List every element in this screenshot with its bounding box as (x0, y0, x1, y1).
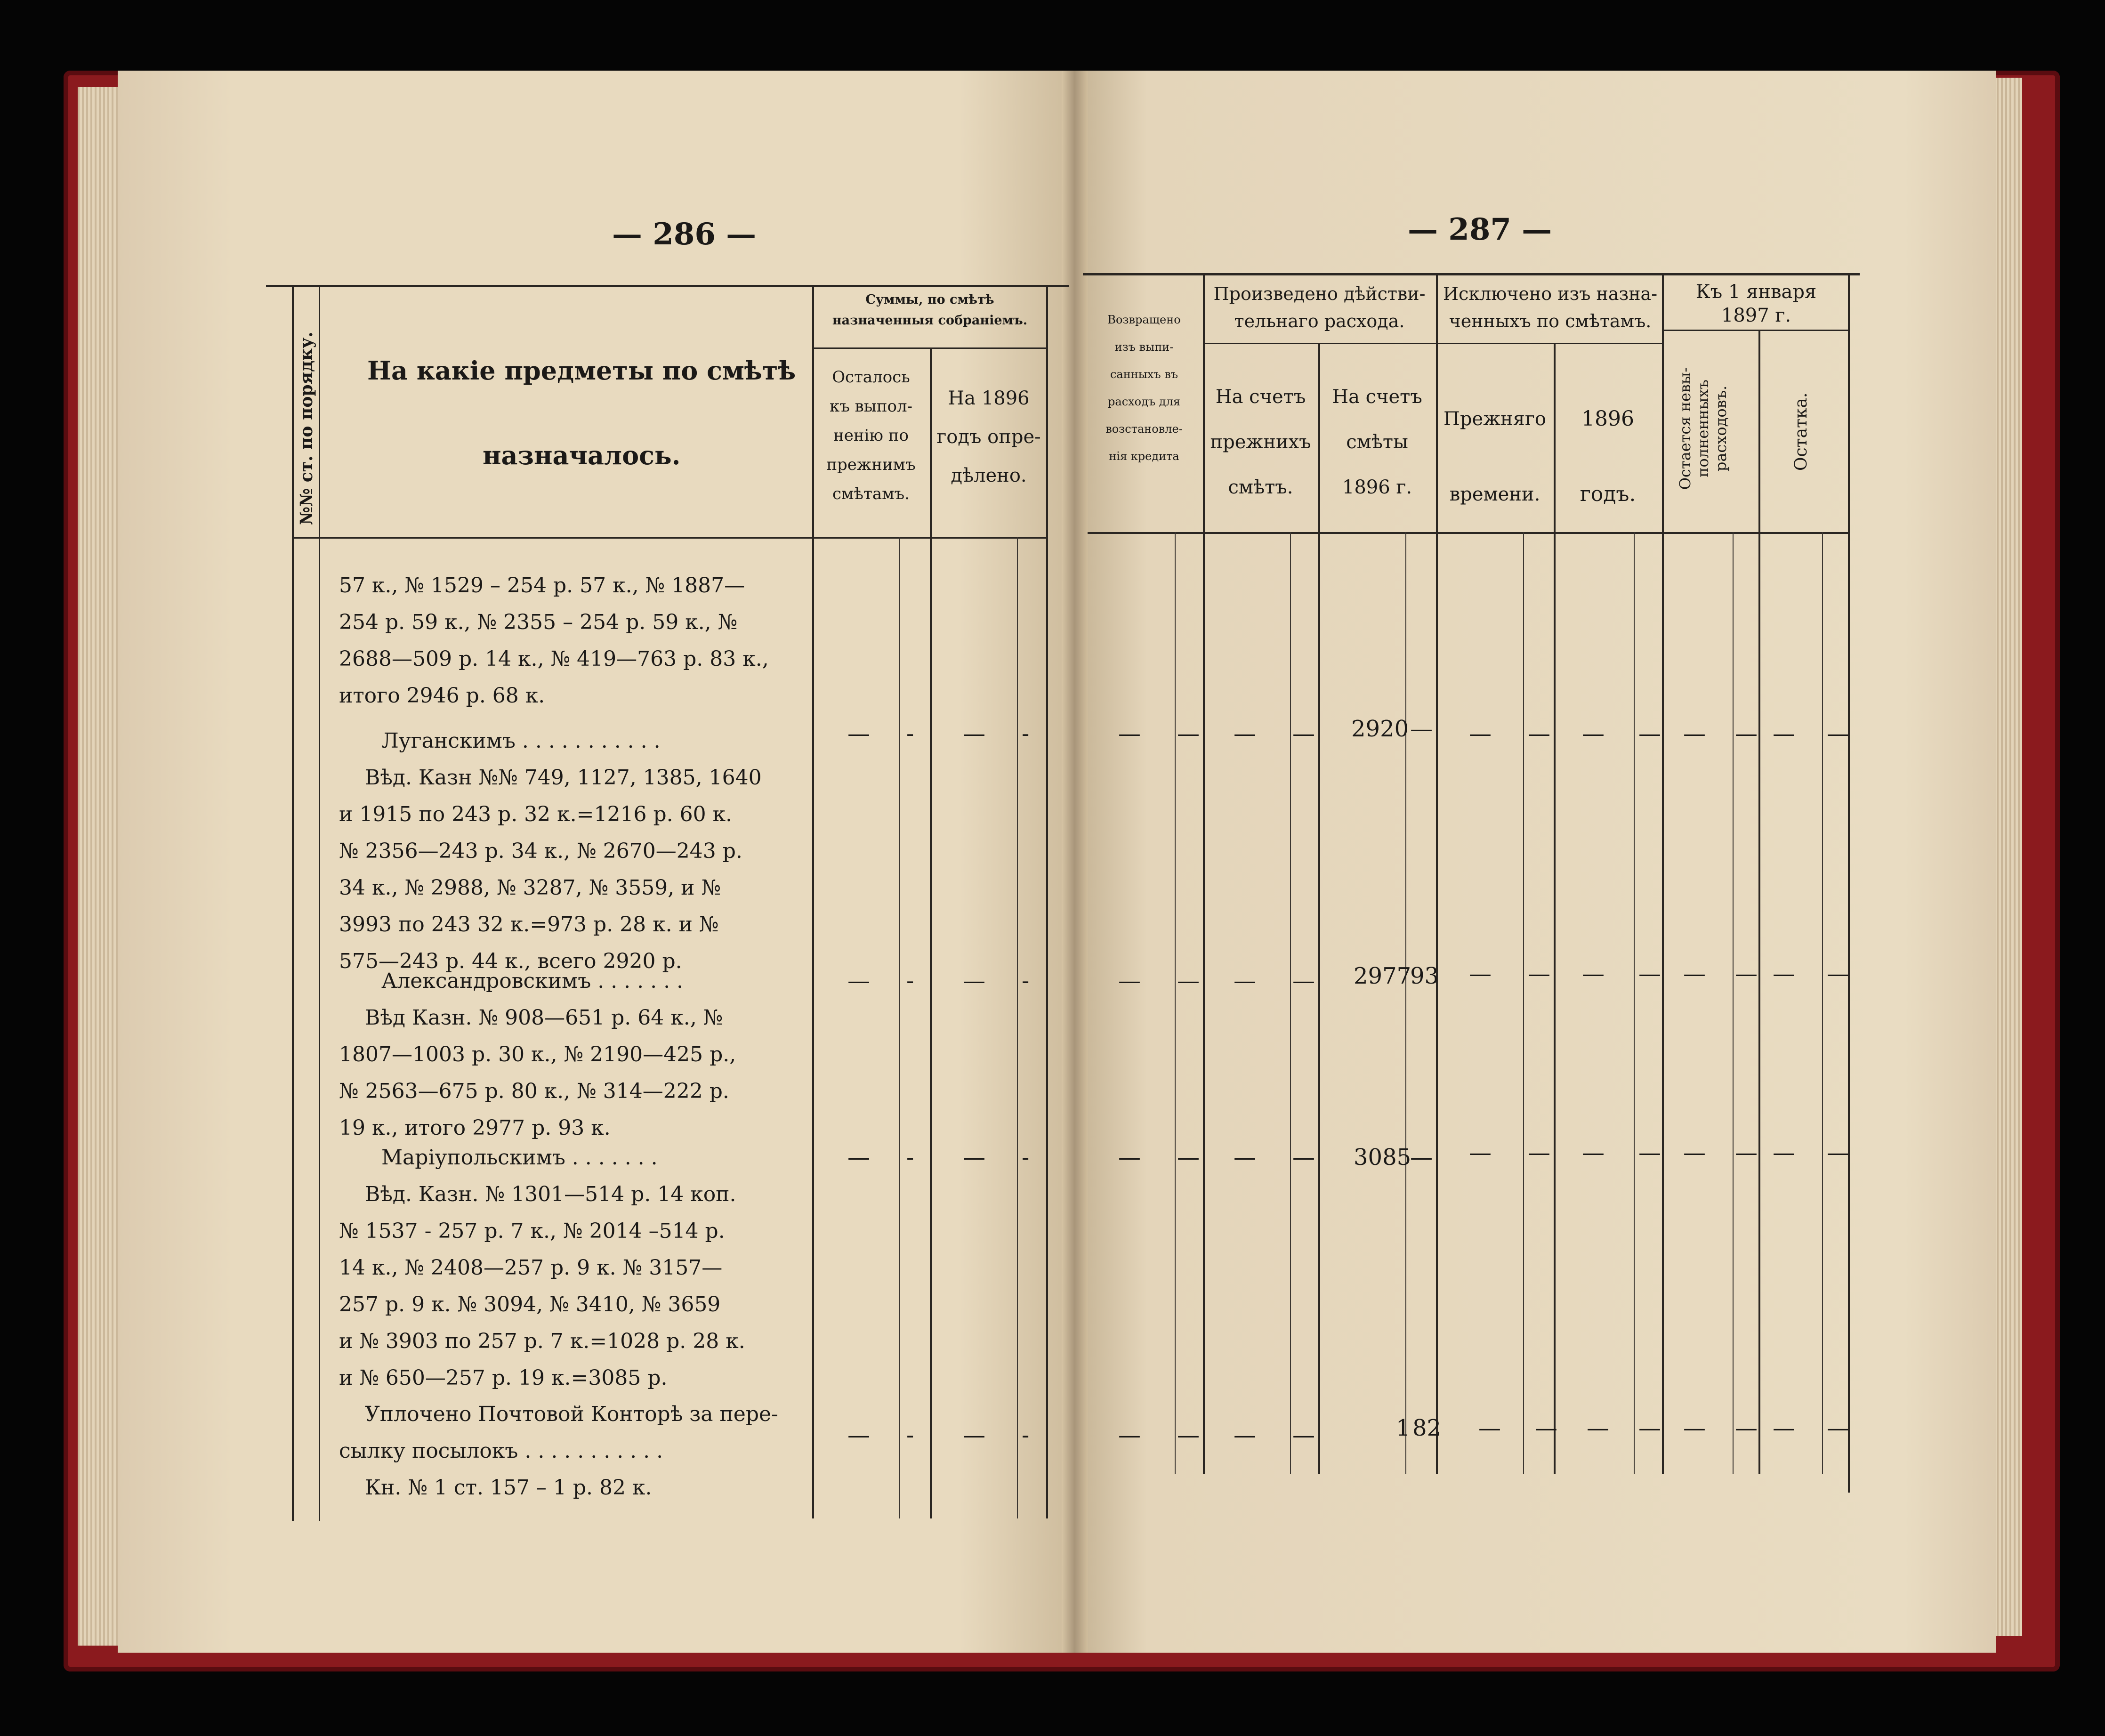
left-col-divider (292, 285, 294, 1521)
entry-mariupol: Маріупольскимъ . . . . . . . Вѣд. Казн. № 1301—514 р. 14 коп. № 1537 - 257 р. 7 к., № 2014 –514 р. 14 к., № 2408—257 р. 9 к. № 3157— 257 р. 9 к. № 3094, № 3410, № 3659 и № 3903 по 257 р. 7 к.=1028 р. 28 к. и № 650—257 р. 19 к.=3085 р. (339, 1146, 745, 1390)
empty-cell-dash: — (1528, 961, 1550, 987)
empty-cell-dash: — (1469, 961, 1492, 987)
empty-cell-dash: — (963, 968, 985, 994)
col-returned-header: Возвращено изъ выпи- санныхъ въ расходъ для возстановле- нія кредита (1105, 313, 1183, 463)
col-unfulfilled-header: Остается невы- полненныхъ расходовъ. (1676, 367, 1730, 490)
empty-cell-dash: — (1773, 1139, 1795, 1166)
right-kop-divider (1634, 532, 1635, 1474)
left-page-number: — 286 — (612, 217, 757, 252)
empty-cell-dash: — (1582, 1139, 1605, 1166)
empty-cell-dash: - (1022, 1144, 1030, 1171)
group-spent-header: Произведено дѣйстви- тельнаго расхода. (1213, 283, 1426, 331)
left-kop-divider (1017, 537, 1018, 1518)
col-prev-estimates-header: На счетъ прежнихъ смѣтъ. (1210, 386, 1311, 498)
col-no-header: №№ ст. по порядку. (297, 331, 316, 525)
right-group-rule (1203, 343, 1662, 344)
entry-aleksandrovsk: Александровскимъ . . . . . . . Вѣд Казн. № 908—651 р. 64 к., № 1807—1003 р. 30 к., № 2190—425 р., № 2563—675 р. 80 к., № 314—222 р. 19 к., итого 2977 р. 93 к. (339, 969, 736, 1140)
empty-cell-dash: — (1234, 1422, 1256, 1448)
book-gutter (1062, 71, 1088, 1653)
entry-lugansk: Луганскимъ . . . . . . . . . . . Вѣд. Казн №№ 749, 1127, 1385, 1640 и 1915 по 243 р. 32 к.=1216 р. 60 к. № 2356—243 р. 34 к., № 2670—243 р. 34 к., № 2988, № 3287, № 3559, и № 3993 по 243 32 к.=973 р. 28 к. и № 575—243 р. 44 к., всего 2920 р. (339, 729, 762, 973)
empty-cell-dash: — (1735, 1415, 1758, 1441)
empty-cell-dash: — (1587, 1415, 1609, 1441)
empty-cell-dash: — (847, 1144, 870, 1171)
left-kop-divider (899, 537, 900, 1518)
amount-postal-rub: 1 (1396, 1415, 1411, 1441)
right-col-divider (1554, 344, 1556, 1474)
empty-cell-dash: — (1535, 1415, 1557, 1441)
empty-cell-dash: — (1528, 720, 1550, 747)
empty-cell-dash: — (1827, 961, 1849, 987)
empty-cell-dash: — (1773, 961, 1795, 987)
empty-cell-dash: — (963, 1144, 985, 1171)
empty-cell-dash: — (1292, 720, 1315, 747)
left-col-divider (812, 285, 814, 1518)
empty-cell-dash: — (1469, 1139, 1492, 1166)
empty-cell-dash: — (1528, 1139, 1550, 1166)
amount-aleksandrovsk-kop: 93 (1410, 963, 1439, 989)
amount-postal-kop: 82 (1412, 1415, 1442, 1441)
group-jan-header: Къ 1 января 1897 г. (1695, 281, 1817, 326)
amount-aleksandrovsk-rub: 2977 (1354, 963, 1411, 989)
empty-cell-dash: — (1177, 968, 1200, 994)
right-group-rule (1662, 330, 1848, 331)
empty-cell-dash: — (1827, 1415, 1849, 1441)
empty-cell-dash: — (1827, 720, 1849, 747)
empty-cell-dash: — (1773, 1415, 1795, 1441)
right-header-top-rule (1083, 273, 1860, 275)
group-sums-header: Суммы, по смѣтѣ назначенныя собраніемъ. (832, 292, 1028, 328)
right-col-divider (1848, 273, 1850, 1493)
empty-cell-dash: — (1177, 1144, 1200, 1171)
col-remaining-header: Осталось къ выпол- ненію по прежнимъ смѣтамъ. (826, 368, 916, 503)
col-1896-estimate-header: На счетъ смѣты 1896 г. (1332, 386, 1422, 498)
amount-mariupol-kop: — (1410, 1144, 1433, 1171)
empty-cell-dash: - (1022, 720, 1030, 747)
col-prev-time-header: Прежняго времени. (1444, 408, 1546, 505)
empty-cell-dash: - (906, 968, 914, 994)
empty-cell-dash: - (1022, 1422, 1030, 1448)
empty-cell-dash: - (906, 1422, 914, 1448)
empty-cell-dash: — (1582, 961, 1605, 987)
empty-cell-dash: - (906, 1144, 914, 1171)
empty-cell-dash: — (1735, 961, 1758, 987)
entry-postal: Уплочено Почтовой Конторѣ за пере- сылку посылокъ . . . . . . . . . . . Кн. № 1 ст. 157 – 1 р. 82 к. (339, 1402, 778, 1500)
right-header-bottom-rule (1088, 532, 1848, 534)
empty-cell-dash: — (1735, 720, 1758, 747)
right-kop-divider (1822, 532, 1823, 1474)
empty-cell-dash: — (963, 720, 985, 747)
empty-cell-dash: — (1292, 968, 1315, 994)
empty-cell-dash: — (1638, 961, 1661, 987)
empty-cell-dash: — (1469, 720, 1492, 747)
left-col-divider (319, 285, 320, 1521)
empty-cell-dash: — (1234, 720, 1256, 747)
empty-cell-dash: — (847, 720, 870, 747)
right-col-divider (1662, 273, 1664, 1474)
empty-cell-dash: — (1827, 1139, 1849, 1166)
col-subject-header-line2: назначалось. (483, 440, 681, 470)
col-1896-header: На 1896 годъ опре- дѣлено. (936, 388, 1041, 486)
empty-cell-dash: — (1683, 1139, 1706, 1166)
col-1896-year-header: 1896 годъ. (1580, 407, 1636, 506)
right-col-divider (1318, 344, 1320, 1474)
empty-cell-dash: — (1773, 720, 1795, 747)
empty-cell-dash: — (963, 1422, 985, 1448)
left-group-rule (812, 347, 1048, 349)
empty-cell-dash: — (1118, 1144, 1141, 1171)
left-header-bottom-rule (292, 537, 1048, 539)
right-kop-divider (1290, 532, 1291, 1474)
left-col-divider (930, 348, 932, 1518)
empty-cell-dash: - (1022, 968, 1030, 994)
empty-cell-dash: — (1234, 968, 1256, 994)
empty-cell-dash: — (1177, 1422, 1200, 1448)
right-col-divider (1758, 330, 1760, 1474)
empty-cell-dash: — (1478, 1415, 1501, 1441)
empty-cell-dash: — (1638, 720, 1661, 747)
empty-cell-dash: — (1638, 1139, 1661, 1166)
empty-cell-dash: - (906, 720, 914, 747)
right-col-divider (1203, 273, 1205, 1474)
empty-cell-dash: — (1118, 720, 1141, 747)
empty-cell-dash: — (1683, 1415, 1706, 1441)
empty-cell-dash: — (1118, 1422, 1141, 1448)
right-kop-divider (1523, 532, 1524, 1474)
left-col-divider (1046, 285, 1048, 1518)
empty-cell-dash: — (847, 1422, 870, 1448)
entry-continuation: 57 к., № 1529 – 254 р. 57 к., № 1887— 254 р. 59 к., № 2355 – 254 р. 59 к., № 2688—509 р. 14 к., № 419—763 р. 83 к., итого 2946 р. 68 к. (339, 573, 769, 708)
right-page-number: — 287 — (1408, 212, 1552, 247)
right-kop-divider (1405, 532, 1406, 1474)
empty-cell-dash: — (1118, 968, 1141, 994)
empty-cell-dash: — (1735, 1139, 1758, 1166)
left-header-top-rule (266, 285, 1069, 287)
empty-cell-dash: — (1582, 720, 1605, 747)
col-subject-header-line1: На какіе предметы по смѣтѣ (367, 355, 796, 386)
empty-cell-dash: — (1638, 1415, 1661, 1441)
empty-cell-dash: — (1234, 1144, 1256, 1171)
right-kop-divider (1175, 532, 1176, 1474)
empty-cell-dash: — (1292, 1144, 1315, 1171)
amount-mariupol-rub: 3085 (1354, 1144, 1411, 1171)
empty-cell-dash: — (1177, 720, 1200, 747)
empty-cell-dash: — (1683, 720, 1706, 747)
col-balance-header: Остатка. (1791, 392, 1811, 471)
right-kop-divider (1733, 532, 1734, 1474)
group-excluded-header: Исключено изъ назна- ченныхъ по смѣтамъ. (1443, 283, 1658, 331)
empty-cell-dash: — (1292, 1422, 1315, 1448)
empty-cell-dash: — (847, 968, 870, 994)
amount-lugansk-kop: — (1410, 716, 1433, 742)
right-col-divider (1436, 273, 1438, 1474)
amount-lugansk-rub: 2920 (1351, 716, 1409, 742)
empty-cell-dash: — (1683, 961, 1706, 987)
